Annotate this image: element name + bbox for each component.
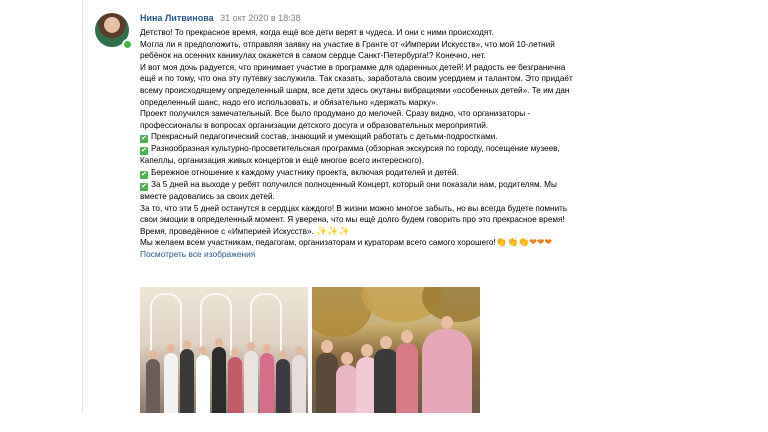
text-line: Мы желаем всем участникам, педагогам, организаторам и кураторам всего самого хорошего!👏👏👏❤❤❤ [140, 237, 552, 248]
heart-icon: ❤❤❤ [529, 237, 552, 248]
text-line: ещё и по тому, что она эту путевку заслужила. Так сказать, заработала своим усердием и талантом. Это придаёт [140, 74, 573, 84]
bullet-item-continuation: вместе радовались за своих детей. [140, 191, 275, 201]
text-line: профессионалы в вопросах организации детского досуга и образовательных мероприятий. [140, 120, 489, 130]
text-line: определенный шанс, надо его использовать, и обязательно «держать марку». [140, 97, 438, 107]
person [180, 349, 194, 413]
person [260, 353, 274, 413]
text-line: И вот моя дочь радуется, что принимает участие в программе для одаренных детей! И радость ее безгранична [140, 62, 566, 72]
text-line: ребёнок на осенних каникулах окажется в самом сердце Санкт-Петербурга!? Конечно, нет. [140, 51, 486, 61]
author-name-link[interactable]: Нина Литвинова [140, 13, 214, 23]
person [336, 365, 358, 413]
post-photo-group-park[interactable] [312, 287, 480, 413]
online-status-icon [122, 39, 133, 50]
bullet-item: ✔ Прекрасный педагогический состав, знающий и умеющий работать с детьми-подростками. [141, 132, 498, 143]
text-line: Время, проведённое с «Империей Искусств». ✨✨✨ [140, 225, 350, 236]
bullet-item: ✔ Разнообразная культурно-просветительская программа (обзорная экскурсия по городу, посещение музеев, [141, 144, 560, 155]
check-mark-icon: ✔ [141, 135, 147, 143]
clapping-hands-icon: 👏👏👏 [495, 237, 530, 248]
text-line: Детство! То прекрасное время, когда ещё все дети верят в чудеса. И они с ними происходят. [140, 28, 494, 37]
check-mark-icon: ✔ [141, 170, 147, 178]
check-mark-icon: ✔ [141, 147, 147, 155]
text-line: За то, что эти 5 дней останутся в сердцах каждого! В жизни можно многое забыть, но вы всегда будете помнить [140, 203, 568, 213]
person [422, 329, 472, 413]
post-text [140, 27, 660, 261]
bullet-item-continuation: Капеллы, организация живых концертов и ещё многое всего интересного). [140, 156, 424, 166]
person [374, 349, 398, 413]
show-all-images-link[interactable]: Посмотреть все изображения [140, 248, 256, 259]
text-line: свои эмоции в определенный момент. Я уверена, что мы ещё долго будем говорить про это прекрасное время! [140, 215, 565, 225]
post-header [140, 13, 301, 23]
person [212, 347, 226, 413]
person [228, 357, 242, 413]
post-left-border [82, 0, 83, 412]
check-mark-icon: ✔ [141, 182, 147, 190]
person [146, 359, 160, 413]
text-line: всему происходящему определенный шарм, все дети здесь окутаны вибрациями «особенных детей». Те им дан [140, 85, 570, 95]
person [292, 355, 306, 413]
sparkles-icon: ✨✨✨ [316, 225, 350, 236]
person [396, 343, 418, 413]
bullet-item: ✔ За 5 дней на выходе у ребят получился полноценный Концерт, который они показали нам, родителям. Мы [141, 179, 557, 190]
person [196, 355, 210, 413]
person [164, 353, 178, 413]
post-timestamp-link[interactable]: 31 окт 2020 в 18:38 [220, 13, 301, 23]
post-photo-group-indoor[interactable] [140, 287, 308, 413]
bullet-item: ✔ Бережное отношение к каждому участнику проекта, включая родителей и детей. [141, 167, 459, 178]
text-line: Проект получился замечательный. Все было продумано до мелочей. Сразу видно, что организаторы - [140, 109, 531, 119]
window-arch [150, 293, 182, 355]
person [316, 353, 338, 413]
person [244, 351, 258, 413]
text-line: Могла ли я предположить, отправляя заявку на участие в Гранте от «Империи Искусств», что мой 10-летний [140, 39, 555, 49]
person [276, 359, 290, 413]
